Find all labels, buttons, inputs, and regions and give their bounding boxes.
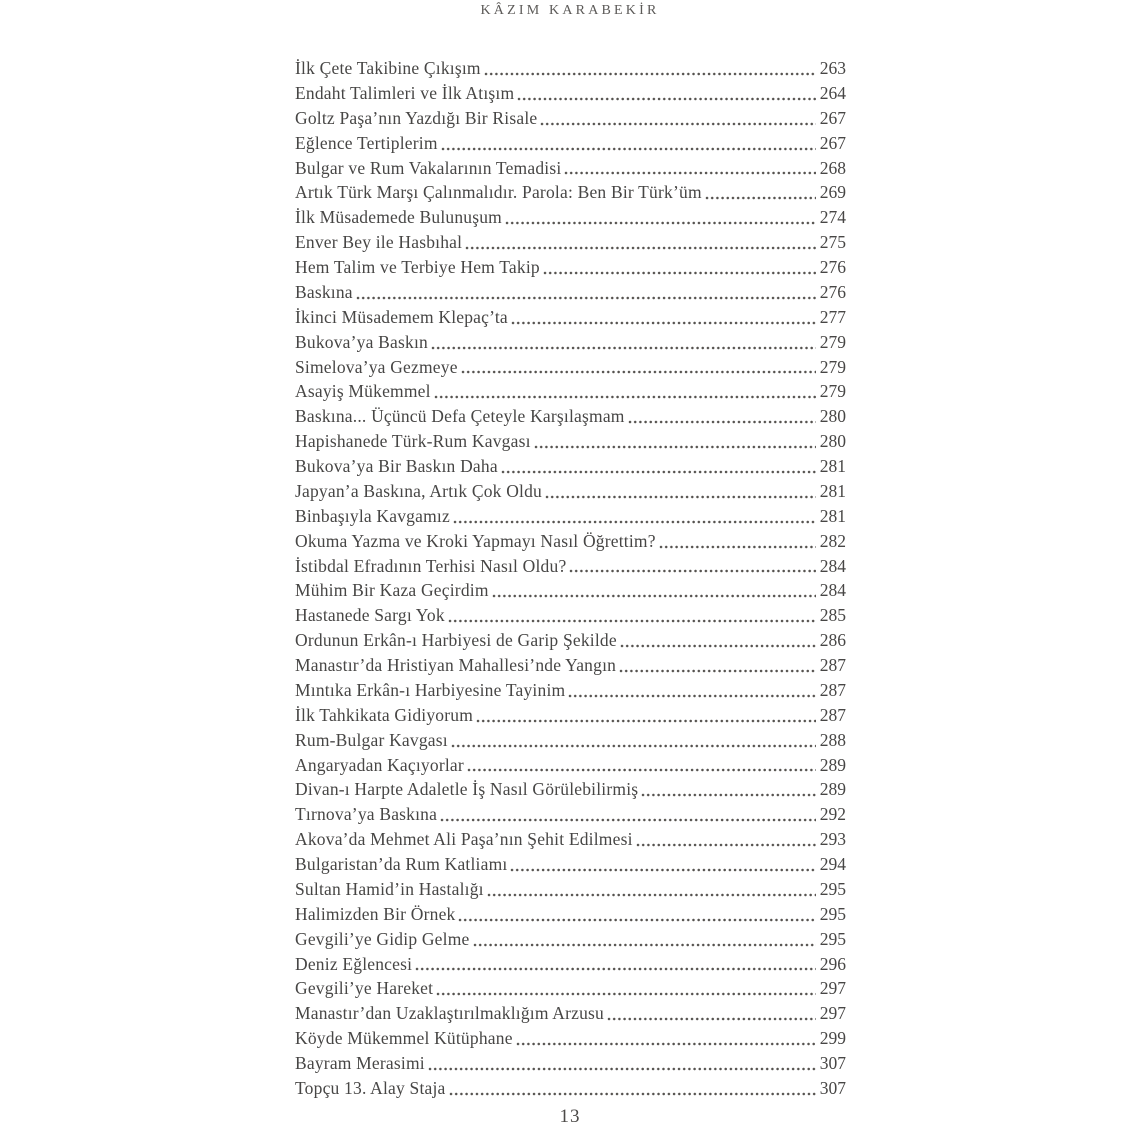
toc-entry (295, 1026, 846, 1051)
toc-entry-page-number: 287 (819, 704, 846, 725)
toc-entry-page-number: 281 (819, 480, 846, 501)
dot-leader (434, 379, 816, 404)
toc-entry-page-number: 293 (819, 829, 846, 850)
toc-entry-title: Tırnova’ya Baskına (295, 804, 438, 825)
toc-entry-title: Hastanede Sargı Yok (295, 605, 445, 626)
dot-leader (705, 180, 816, 205)
dot-leader (448, 603, 816, 628)
toc-entry-page-number: 288 (819, 729, 846, 750)
toc-entry (295, 479, 846, 504)
toc-entry-title: Deniz Eğlencesi (295, 953, 413, 974)
toc-entry-page-number: 281 (819, 456, 846, 476)
dot-leader (436, 976, 816, 1001)
toc-entry (295, 205, 846, 230)
dot-leader (607, 1001, 816, 1026)
dot-leader (473, 927, 816, 952)
toc-entry-title: Bulgar ve Rum Vakalarının Temadisi (295, 157, 562, 178)
dot-leader (441, 131, 816, 156)
toc-entry (295, 877, 846, 902)
toc-entry (295, 753, 846, 778)
dot-leader (501, 454, 816, 479)
toc-entry (295, 305, 846, 330)
dot-leader (431, 330, 816, 355)
dot-leader (453, 504, 816, 529)
folio-page-number: 13 (559, 1106, 581, 1127)
toc-entry (295, 802, 846, 827)
toc-entry (295, 131, 846, 156)
toc-entry-title: Köyde Mükemmel Kütüphane (295, 1028, 513, 1049)
dot-leader (534, 429, 816, 454)
toc-entry-title: Manastır’da Hristiyan Mahallesi’nde Yangın (295, 655, 617, 675)
toc-entry-title: Bukova’ya Bir Baskın Daha (295, 456, 498, 476)
toc-entry-page-number: 276 (819, 257, 846, 277)
toc-entry (295, 56, 846, 81)
toc-entry-title: Goltz Paşa’nın Yazdığı Bir Risale (295, 107, 538, 128)
toc-entry-title: Gevgili’ye Gidip Gelme (295, 928, 470, 949)
toc-entry-title: Endaht Talimleri ve İlk Atışım (295, 82, 515, 103)
toc-entry (295, 827, 846, 852)
toc-entry-title: Sultan Hamid’in Hastalığı (295, 878, 484, 899)
dot-leader (492, 578, 816, 603)
toc-entry-page-number: 289 (819, 779, 846, 800)
toc-entry-title: Rum-Bulgar Kavgası (295, 729, 448, 750)
dot-leader (510, 852, 815, 877)
toc-entry-page-number: 282 (819, 530, 846, 551)
dot-leader (543, 255, 816, 280)
toc-entry-page-number: 263 (819, 58, 846, 78)
toc-entry (295, 1051, 846, 1076)
toc-entry-page-number: 267 (819, 107, 846, 128)
dot-leader (484, 56, 816, 81)
toc-entry-page-number: 284 (819, 580, 846, 601)
toc-entry-page-number: 295 (819, 878, 846, 899)
toc-entry-title: İlk Tahkikata Gidiyorum (295, 704, 474, 725)
toc-entry-page-number: 277 (819, 306, 846, 327)
dot-leader (461, 355, 816, 380)
toc-entry (295, 852, 846, 877)
toc-entry-title: Simelova’ya Gezmeye (295, 356, 458, 377)
toc-entry-title: Akova’da Mehmet Ali Paşa’nın Şehit Edilmesi (295, 829, 633, 850)
toc-entry (295, 429, 846, 454)
toc-entry-title: Eğlence Tertiplerim (295, 132, 438, 153)
dot-leader (628, 404, 816, 429)
toc-entry-page-number: 299 (819, 1028, 846, 1049)
toc-entry-page-number: 269 (819, 182, 846, 203)
toc-entry-title: İkinci Müsademem Klepaç’ta (295, 306, 508, 327)
toc-entry-page-number: 287 (819, 655, 846, 675)
toc-entry (295, 777, 846, 802)
dot-leader (505, 205, 816, 230)
toc-entry-title: Ordunun Erkân-ı Harbiyesi de Garip Şekilde (295, 630, 617, 651)
toc-entry-page-number: 285 (819, 605, 846, 626)
dot-leader (619, 653, 816, 678)
dot-leader (620, 628, 816, 653)
dot-leader (545, 479, 816, 504)
toc-entry (295, 976, 846, 1001)
toc-entry (295, 678, 846, 703)
toc-entry-title: Enver Bey ile Hasbıhal (295, 232, 463, 253)
toc-entry (295, 81, 846, 106)
toc-entry (295, 578, 846, 603)
toc-entry-page-number: 296 (819, 953, 846, 974)
dot-leader (428, 1051, 816, 1076)
toc-entry-title: İstibdal Efradının Terhisi Nasıl Oldu? (295, 555, 567, 576)
toc-entry-page-number: 297 (819, 1003, 846, 1024)
dot-leader (568, 678, 815, 703)
toc-entry (295, 603, 846, 628)
dot-leader (467, 753, 816, 778)
toc-entry-page-number: 264 (819, 82, 846, 103)
toc-entry (295, 653, 846, 678)
toc-entry (295, 330, 846, 355)
dot-leader (476, 703, 816, 728)
dot-leader (564, 156, 815, 181)
toc-entry-page-number: 287 (819, 679, 846, 700)
toc-entry-page-number: 276 (819, 281, 846, 302)
toc-entry (295, 554, 846, 579)
toc-entry-title: Divan-ı Harpte Adaletle İş Nasıl Görülebilirmiş (295, 779, 639, 800)
dot-leader (449, 1076, 816, 1101)
dot-leader (458, 902, 815, 927)
toc-entry-title: İlk Müsademede Bulunuşum (295, 207, 502, 228)
dot-leader (540, 106, 815, 131)
toc-entry-page-number: 274 (819, 207, 846, 228)
toc-entry-title: Bukova’ya Baskın (295, 331, 428, 352)
toc-entry-page-number: 307 (819, 1053, 846, 1073)
dot-leader (659, 529, 816, 554)
toc-entry-page-number: 279 (819, 381, 846, 402)
toc-entry-title: Topçu 13. Alay Staja (295, 1077, 446, 1098)
toc-entry-page-number: 275 (819, 232, 846, 253)
toc-entry-title: Mühim Bir Kaza Geçirdim (295, 580, 489, 601)
toc-entry-title: Artık Türk Marşı Çalınmalıdır. Parola: Ben Bir Türk’üm (295, 182, 702, 203)
dot-leader (415, 952, 816, 977)
toc-entry (295, 728, 846, 753)
toc-entry (295, 230, 846, 255)
toc-entry-title: Okuma Yazma ve Kroki Yapmayı Nasıl Öğrettim? (295, 530, 656, 551)
toc-entry-page-number: 295 (819, 903, 846, 924)
toc-entry (295, 529, 846, 554)
toc-entry (295, 1076, 846, 1101)
toc-entry-title: İlk Çete Takibine Çıkışım (295, 58, 481, 78)
toc-entry-page-number: 279 (819, 331, 846, 352)
toc-entry-title: Asayiş Mükemmel (295, 381, 431, 402)
dot-leader (440, 802, 816, 827)
toc-entry (295, 504, 846, 529)
toc-entry-title: Binbaşıyla Kavgamız (295, 505, 450, 526)
dot-leader (517, 81, 815, 106)
dot-leader (641, 777, 815, 802)
toc-entry (295, 952, 846, 977)
toc-entry (295, 255, 846, 280)
toc-entry (295, 454, 846, 479)
toc-entry-page-number: 267 (819, 132, 846, 153)
toc-entry-title: Gevgili’ye Hareket (295, 978, 434, 999)
table-of-contents (295, 56, 846, 1101)
dot-leader (569, 554, 815, 579)
toc-entry-title: Baskına... Üçüncü Defa Çeteyle Karşılaşmam (295, 406, 625, 427)
toc-entry (295, 106, 846, 131)
toc-entry (295, 1001, 846, 1026)
dot-leader (356, 280, 816, 305)
toc-entry-page-number: 286 (819, 630, 846, 651)
toc-entry-page-number: 284 (819, 555, 846, 576)
toc-entry (295, 902, 846, 927)
toc-entry (295, 180, 846, 205)
toc-entry (295, 927, 846, 952)
toc-entry (295, 404, 846, 429)
toc-entry (295, 280, 846, 305)
toc-entry-title: Bayram Merasimi (295, 1053, 425, 1073)
toc-entry-page-number: 292 (819, 804, 846, 825)
toc-entry-title: Japyan’a Baskına, Artık Çok Oldu (295, 480, 542, 501)
toc-entry-page-number: 295 (819, 928, 846, 949)
toc-entry-title: Baskına (295, 281, 353, 302)
toc-entry-page-number: 297 (819, 978, 846, 999)
dot-leader (511, 305, 816, 330)
toc-entry-page-number: 280 (819, 406, 846, 427)
toc-entry-page-number: 268 (819, 157, 846, 178)
toc-entry (295, 379, 846, 404)
toc-entry-page-number: 307 (819, 1077, 846, 1098)
toc-entry-title: Halimizden Bir Örnek (295, 903, 456, 924)
toc-entry-title: Angaryadan Kaçıyorlar (295, 754, 464, 775)
toc-entry-title: Bulgaristan’da Rum Katliamı (295, 854, 508, 874)
toc-entry-title: Manastır’dan Uzaklaştırılmaklığım Arzusu (295, 1003, 604, 1024)
toc-entry-page-number: 280 (819, 431, 846, 452)
dot-leader (516, 1026, 816, 1051)
toc-entry (295, 628, 846, 653)
toc-entry-page-number: 289 (819, 754, 846, 775)
toc-entry (295, 355, 846, 380)
dot-leader (636, 827, 816, 852)
toc-entry (295, 156, 846, 181)
dot-leader (487, 877, 816, 902)
dot-leader (451, 728, 816, 753)
toc-entry-title: Hem Talim ve Terbiye Hem Takip (295, 257, 540, 277)
running-header-title: KÂZIM KARABEKİR (480, 3, 660, 18)
toc-entry-title: Hapishanede Türk-Rum Kavgası (295, 431, 531, 452)
toc-entry-page-number: 281 (819, 505, 846, 526)
toc-entry-page-number: 294 (819, 854, 846, 874)
toc-entry (295, 703, 846, 728)
toc-entry-title: Mıntıka Erkân-ı Harbiyesine Tayinim (295, 679, 566, 700)
toc-entry-page-number: 279 (819, 356, 846, 377)
dot-leader (465, 230, 816, 255)
